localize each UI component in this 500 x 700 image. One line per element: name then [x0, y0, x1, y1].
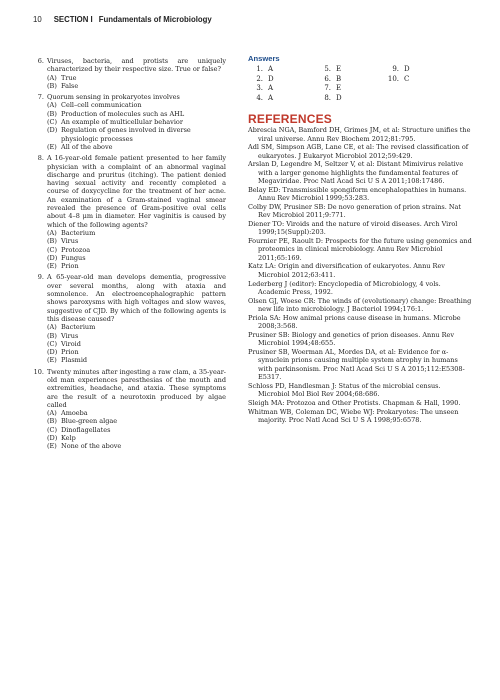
option-letter: (E) — [47, 442, 57, 451]
answer-value: A — [268, 93, 274, 102]
answer-options — [47, 229, 226, 270]
option-text: An example of multicellular behavior — [61, 118, 183, 127]
option-text: Blue-green algae — [61, 417, 118, 426]
reference-entry: Schloss PD, Handlesman J: Status of the microbial census. Microbiol Mol Biol Rev 2004;68:686. — [248, 381, 441, 398]
answers-grid — [251, 65, 473, 103]
answer-option — [47, 262, 226, 270]
option-text: Prion — [61, 262, 79, 271]
answer-option — [47, 417, 226, 425]
answer-number: 1. — [256, 65, 263, 74]
option-text: Fungus — [61, 253, 86, 262]
answer-option — [47, 442, 226, 450]
option-letter: (E) — [47, 262, 57, 271]
answer-option — [47, 332, 226, 340]
option-text: False — [61, 81, 79, 90]
answer-option — [47, 426, 226, 434]
answer-key-item — [251, 65, 319, 74]
reference-entry: Priola SA: How animal prions cause disease in humans. Microbe 2008;3:568. — [248, 313, 461, 331]
option-text: True — [61, 73, 77, 82]
answer-option — [47, 246, 226, 254]
question-text: Twenty minutes after ingesting a raw clam, a 35-year-old man experiences paresthesias of the mouth and extremities, headache, and ataxia. These symptoms are the result of a neurotoxin produced by algae called — [47, 367, 226, 409]
option-text: None of the above — [61, 442, 122, 451]
answer-option — [47, 229, 226, 237]
question-item — [33, 368, 226, 451]
option-letter: (A) — [47, 101, 57, 110]
reference-entry: Arslan D, Legendre M, Seltzer V, et al: Distant Mimivirus relative with a larger genome highlights the fundamental features of Megaviridae. Proc Natl Acad Sci U S A 2011;108:17486. — [248, 160, 464, 185]
option-letter: (E) — [47, 142, 57, 151]
answer-option — [47, 74, 226, 82]
answer-number: 10. — [387, 74, 399, 83]
answer-number — [387, 94, 399, 103]
question-text: Viruses, bacteria, and protists are uniquely characterized by their respective size. True or false? — [47, 57, 226, 74]
answer-option — [47, 409, 226, 417]
section-label: SECTION I — [53, 15, 93, 24]
references-list — [248, 126, 473, 424]
option-letter: (C) — [47, 118, 58, 127]
answers-heading: Answers — [248, 54, 280, 63]
answer-option — [47, 356, 226, 364]
answer-option — [47, 126, 226, 143]
answer-option — [47, 254, 226, 262]
answer-value: E — [336, 84, 342, 93]
reference-entry: Prusiner SB, Woerman AL, Mordes DA, et al: Evidence for α-synuclein prions causing multiple system atrophy in humans with parkinsonism. Proc Natl Acad Sci U S A 2015;112:E5308-E5317. — [248, 347, 465, 381]
option-text: Kelp — [61, 434, 76, 443]
answer-option — [47, 237, 226, 245]
question-number: 8. — [37, 154, 44, 163]
answer-number: 6. — [324, 74, 331, 83]
answer-value: A — [268, 65, 274, 74]
answer-key-item — [319, 94, 387, 103]
option-letter: (C) — [47, 245, 58, 254]
option-text: Bacterium — [61, 323, 96, 332]
question-row — [33, 93, 226, 101]
option-text: Protozoa — [61, 245, 91, 254]
answer-number: 7. — [324, 84, 331, 93]
option-letter: (D) — [47, 348, 58, 357]
answer-options — [47, 323, 226, 364]
review-questions — [33, 57, 226, 454]
answer-key-item — [387, 75, 455, 84]
option-text: Regulation of genes involved in diverse physiologic processes — [61, 126, 191, 143]
option-letter: (B) — [47, 331, 57, 340]
answer-options — [47, 101, 226, 151]
answer-key-item — [319, 75, 387, 84]
answer-number: 2. — [256, 74, 263, 83]
option-letter: (B) — [47, 81, 57, 90]
question-text: Quorum sensing in prokaryotes involves — [47, 93, 180, 102]
answer-number: 3. — [256, 84, 263, 93]
answer-option — [47, 348, 226, 356]
answer-number: 5. — [324, 65, 331, 74]
references-heading: REFERENCES — [248, 111, 333, 126]
option-letter: (B) — [47, 109, 57, 118]
option-text: Virus — [61, 331, 79, 340]
chapter-title: Fundamentals of Microbiology — [98, 15, 212, 24]
answer-key-item — [387, 65, 455, 74]
reference-entry: Whitman WB, Coleman DC, Wiebe WJ: Prokaryotes: The unseen majority. Proc Natl Acad Sci U S A 1998;95:6578. — [248, 407, 459, 424]
answer-option — [47, 82, 226, 90]
answer-value: A — [268, 84, 274, 93]
answer-number: 4. — [256, 93, 263, 102]
question-number: 10. — [33, 367, 44, 376]
answer-number: 9. — [392, 65, 399, 74]
answer-number: 8. — [324, 93, 331, 102]
answer-key-item — [251, 84, 319, 93]
option-text: All of the above — [61, 142, 113, 151]
option-text: Amoeba — [61, 409, 88, 418]
answer-value: D — [336, 93, 342, 102]
option-text: Plasmid — [61, 356, 88, 365]
option-letter: (B) — [47, 237, 57, 246]
question-row — [33, 57, 226, 74]
option-letter: (D) — [47, 126, 58, 135]
reference-entry: Katz LA: Origin and diversification of eukaryotes. Annu Rev Microbiol 2012;63:411. — [248, 262, 445, 279]
reference-entry: Prusiner SB: Biology and genetics of prion diseases. Annu Rev Microbiol 1994;48:655. — [248, 330, 455, 348]
answer-option — [47, 101, 226, 109]
reference-entry: Olsen GJ, Woese CR: The winds of (evolutionary) change: Breathing new life into microbiology. J Bacteriol 1994;176:1. — [248, 296, 472, 313]
running-header — [33, 15, 470, 24]
answer-key-item — [319, 84, 387, 93]
question-item — [33, 273, 226, 364]
option-text: Viroid — [61, 339, 81, 348]
question-number: 6. — [37, 57, 44, 65]
answer-value: D — [268, 74, 274, 83]
answer-option — [47, 143, 226, 151]
answer-option — [47, 323, 226, 331]
question-item — [33, 154, 226, 270]
reference-entry: Fournier PE, Raoult D: Prospects for the future using genomics and proteomics in clinical microbiology. Annu Rev Microbiol 2011;65:169. — [248, 237, 472, 262]
reference-entry: Adl SM, Simpson AGB, Lane CE, et al: The revised classification of eukaryotes. J Eukaryot Microbiol 2012;59:429. — [248, 143, 469, 160]
right-column — [248, 55, 473, 425]
answer-key-item — [387, 84, 455, 93]
question-row — [33, 154, 226, 229]
option-letter: (A) — [47, 409, 57, 418]
option-letter: (E) — [47, 356, 57, 365]
option-letter: (C) — [47, 339, 58, 348]
answer-key-item — [251, 75, 319, 84]
answer-value: C — [404, 74, 410, 83]
answer-options — [47, 409, 226, 450]
answer-key-item — [387, 94, 455, 103]
question-item — [33, 57, 226, 90]
reference-entry: Abrescia NGA, Bamford DH, Grimes JM, et al: Structure unifies the viral universe. Annu Rev Biochem 2012;81:795. — [248, 126, 471, 143]
question-number: 7. — [37, 93, 44, 102]
reference-entry: Sleigh MA: Protozoa and Other Protists. Chapman & Hall, 1990. — [248, 398, 461, 407]
question-number: 9. — [37, 273, 44, 282]
option-text: Prion — [61, 348, 79, 357]
answer-option — [47, 110, 226, 118]
answer-option — [47, 434, 226, 442]
option-text: Virus — [61, 237, 79, 246]
option-letter: (A) — [47, 323, 57, 332]
reference-entry: Belay ED: Transmissible spongiform encephalopathies in humans. Annu Rev Microbiol 1999;53:283. — [248, 185, 467, 203]
question-item — [33, 93, 226, 151]
answer-value: E — [336, 65, 342, 74]
answer-option — [47, 340, 226, 348]
answer-options — [47, 74, 226, 91]
page-number: 10 — [33, 15, 42, 24]
option-letter: (D) — [47, 434, 58, 443]
option-text: Cell–cell communication — [61, 101, 142, 110]
reference-entry: Diener TO: Viroids and the nature of viroid diseases. Arch Virol 1999;15(Suppl):203. — [248, 219, 458, 237]
question-row — [33, 368, 226, 409]
option-text: Bacterium — [61, 228, 96, 237]
option-letter: (D) — [47, 253, 58, 262]
option-letter: (C) — [47, 425, 58, 434]
question-text: A 16-year-old female patient presented to her family physician with a complaint of an abnormal vaginal discharge and pruritus (itching). The patient denied having sexual activity and recently completed a course of doxycycline for the treatment of her acne. An examination of a Gram-stained vaginal smear revealed the presence of Gram-positive oval cells about 4–8 μm in diameter. Her vaginitis is caused by which of the following agents? — [47, 154, 226, 229]
option-text: Production of molecules such as AHL — [61, 109, 185, 118]
answer-option — [47, 118, 226, 126]
option-text: Dinoflagellates — [61, 425, 111, 434]
question-row — [33, 273, 226, 323]
reference-entry: Colby DW, Prusiner SB: De novo generation of prion strains. Nat Rev Microbiol 2011;9:771. — [248, 202, 462, 220]
option-letter: (B) — [47, 417, 57, 426]
answer-value: D — [404, 65, 410, 74]
option-letter: (A) — [47, 228, 57, 237]
answer-key-item — [251, 94, 319, 103]
question-text: A 65-year-old man develops dementia, progressive over several months, along with ataxia and somnolence. An electroencephalographic pattern shows paroxysms with high voltages and slow waves, suggestive of CJD. By which of the following agents is this disease caused? — [47, 273, 226, 323]
answer-value: B — [336, 74, 342, 83]
reference-entry: Lederberg J (editor): Encyclopedia of Microbiology, 4 vols. Academic Press, 1992. — [248, 279, 441, 296]
option-letter: (A) — [47, 73, 57, 82]
answer-key-item — [319, 65, 387, 74]
answer-number — [387, 84, 399, 93]
